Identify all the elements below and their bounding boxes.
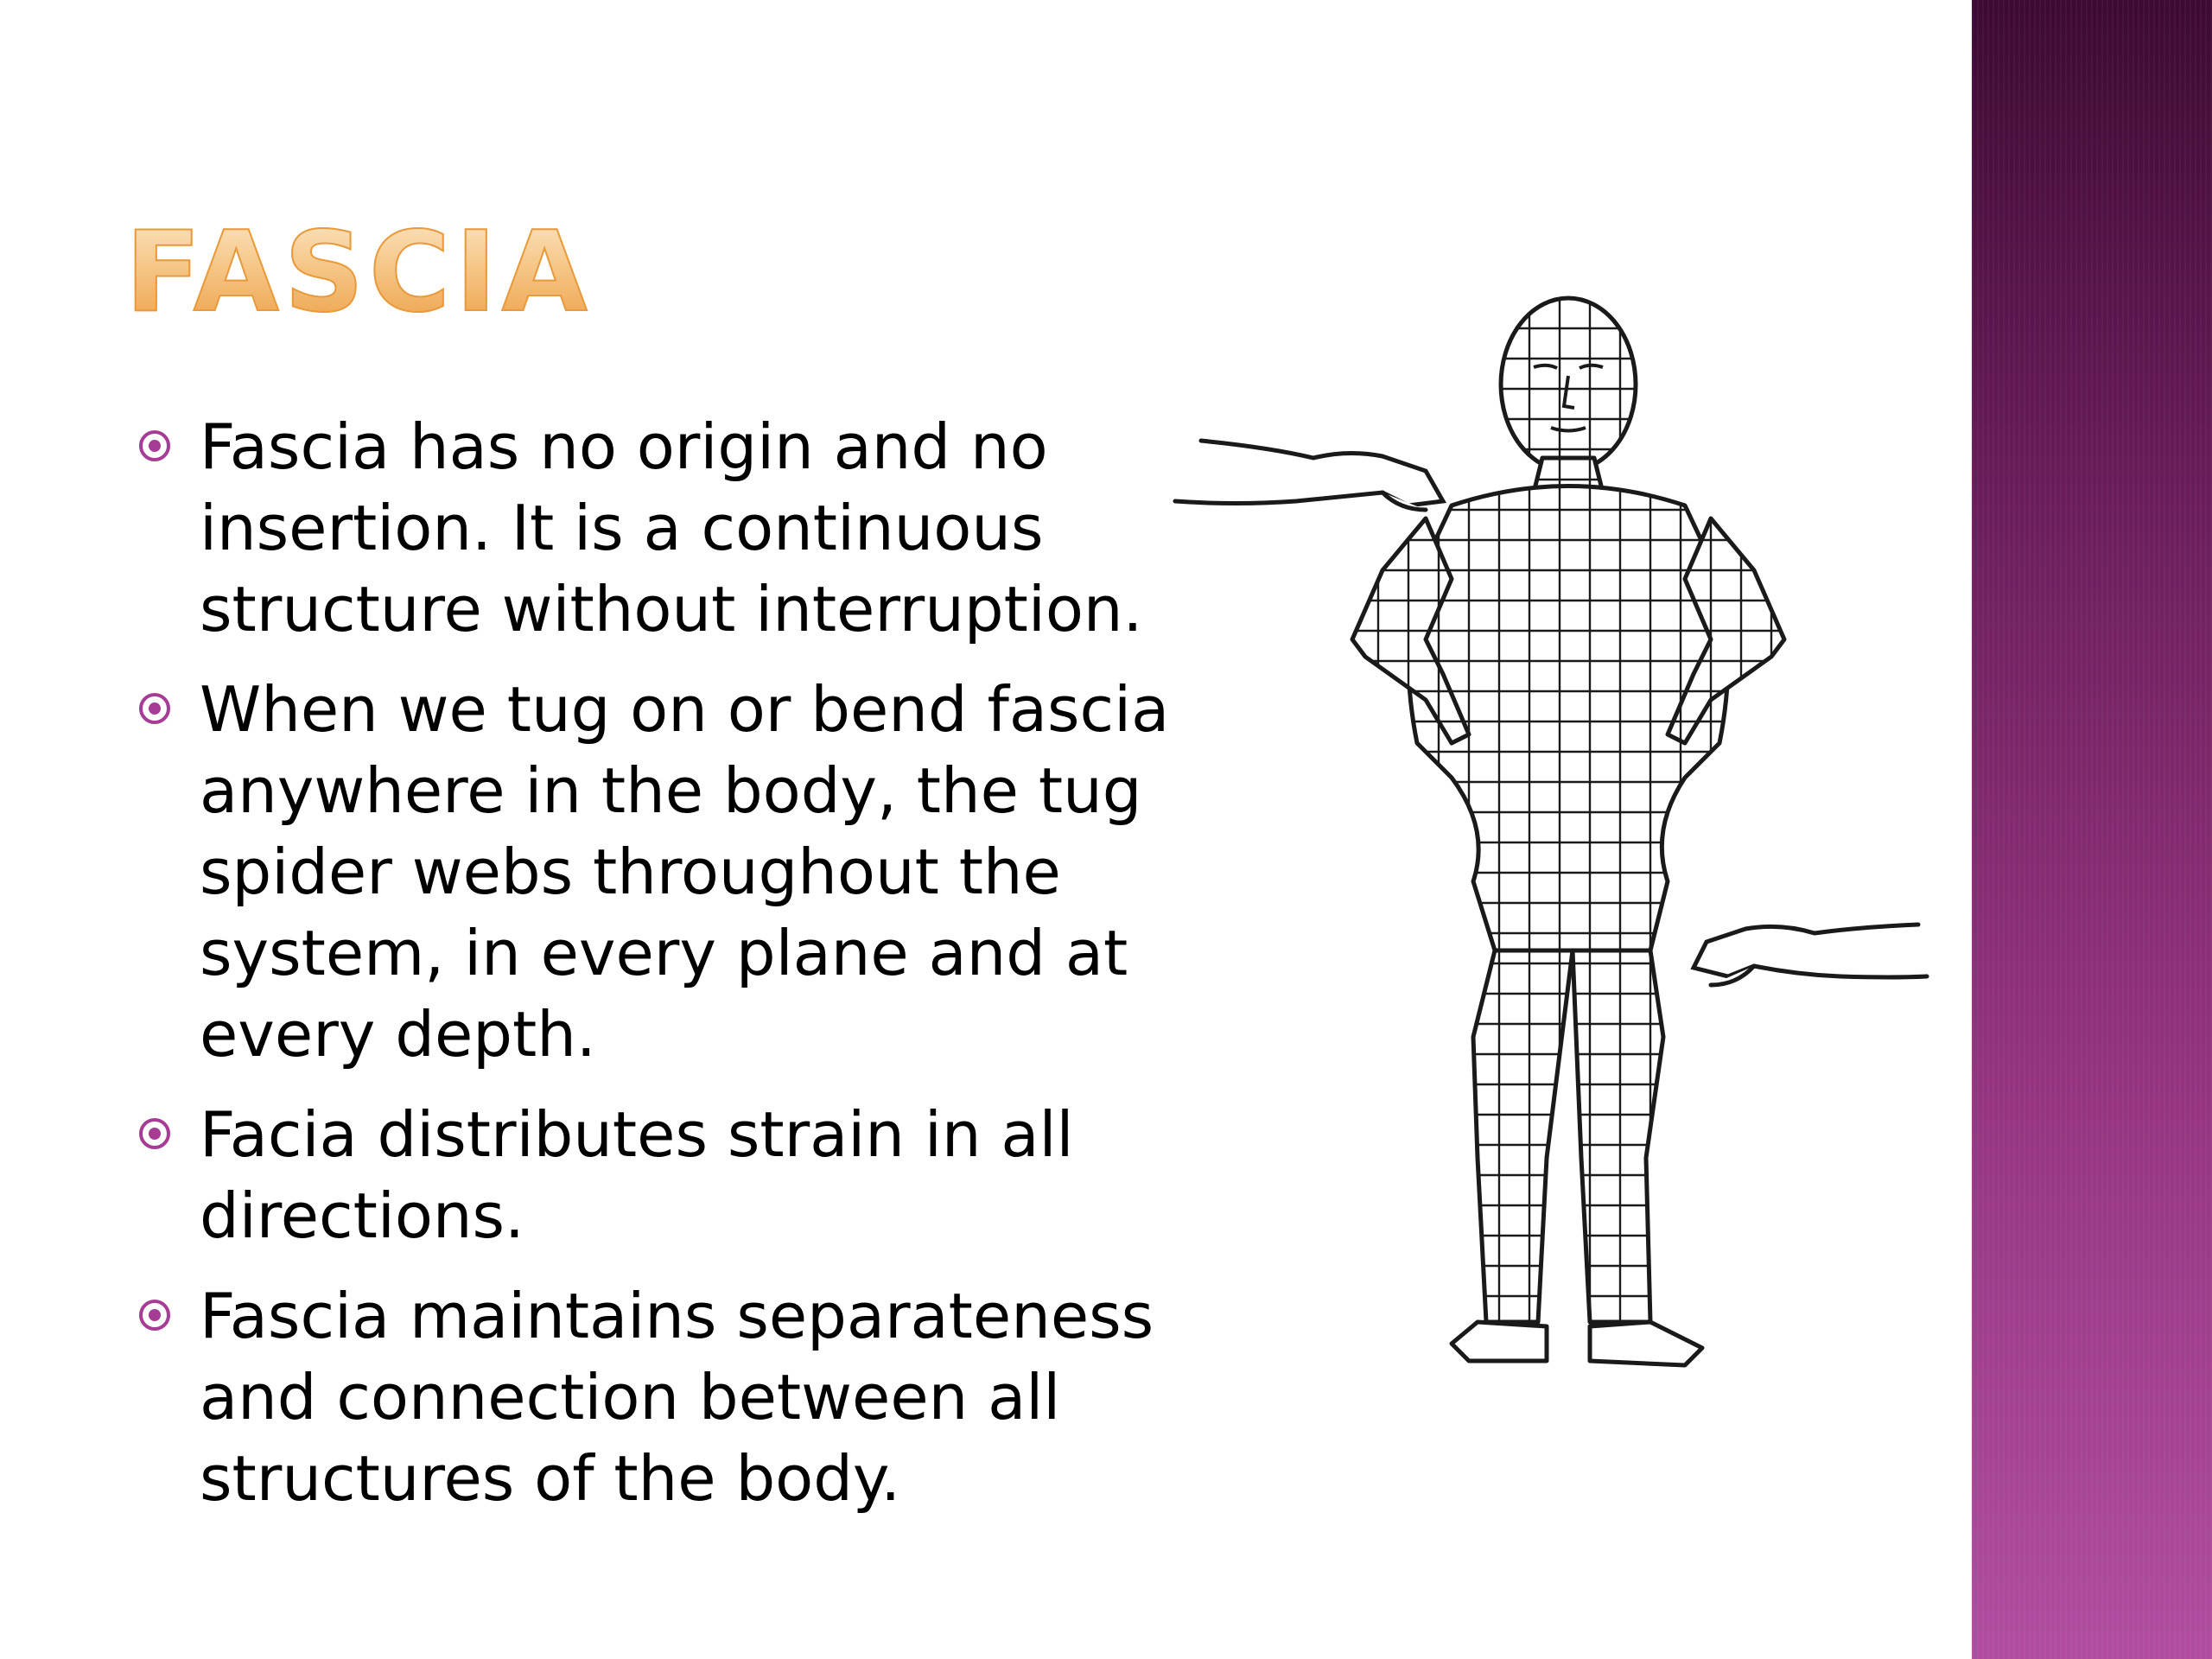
circled-dot-icon [139,430,170,461]
circled-dot-icon [139,1118,170,1149]
fascia-figure-illustration [1166,294,1944,1382]
slide-title: FASCIA [125,208,593,337]
bullet-text: Facia distributes strain in all directions. [200,1098,1074,1252]
figure-outline [1352,298,1784,1365]
bullet-item [134,1275,1171,1519]
circled-dot-icon [139,693,170,724]
bullet-text: Fascia maintains separateness and connection between all structures of the body. [200,1280,1154,1515]
bullet-item [134,406,1171,650]
bullet-text: Fascia has no origin and no insertion. It is a continuous structure without interruption. [200,410,1143,645]
bullet-text: When we tug on or bend fascia anywhere in the body, the tug spider webs throughout the system, in every plane and at every depth. [200,673,1170,1071]
wireframe-human-figure [1166,294,1944,1382]
bullet-item [134,669,1171,1075]
circled-dot-icon [139,1300,170,1331]
bullet-item [134,1094,1171,1256]
decorative-side-band [1972,0,2212,1659]
left-hand-pulling-shoulder-icon [1175,441,1443,510]
right-hand-pulling-thigh-icon [1694,925,1927,985]
bullet-list [134,406,1171,1538]
